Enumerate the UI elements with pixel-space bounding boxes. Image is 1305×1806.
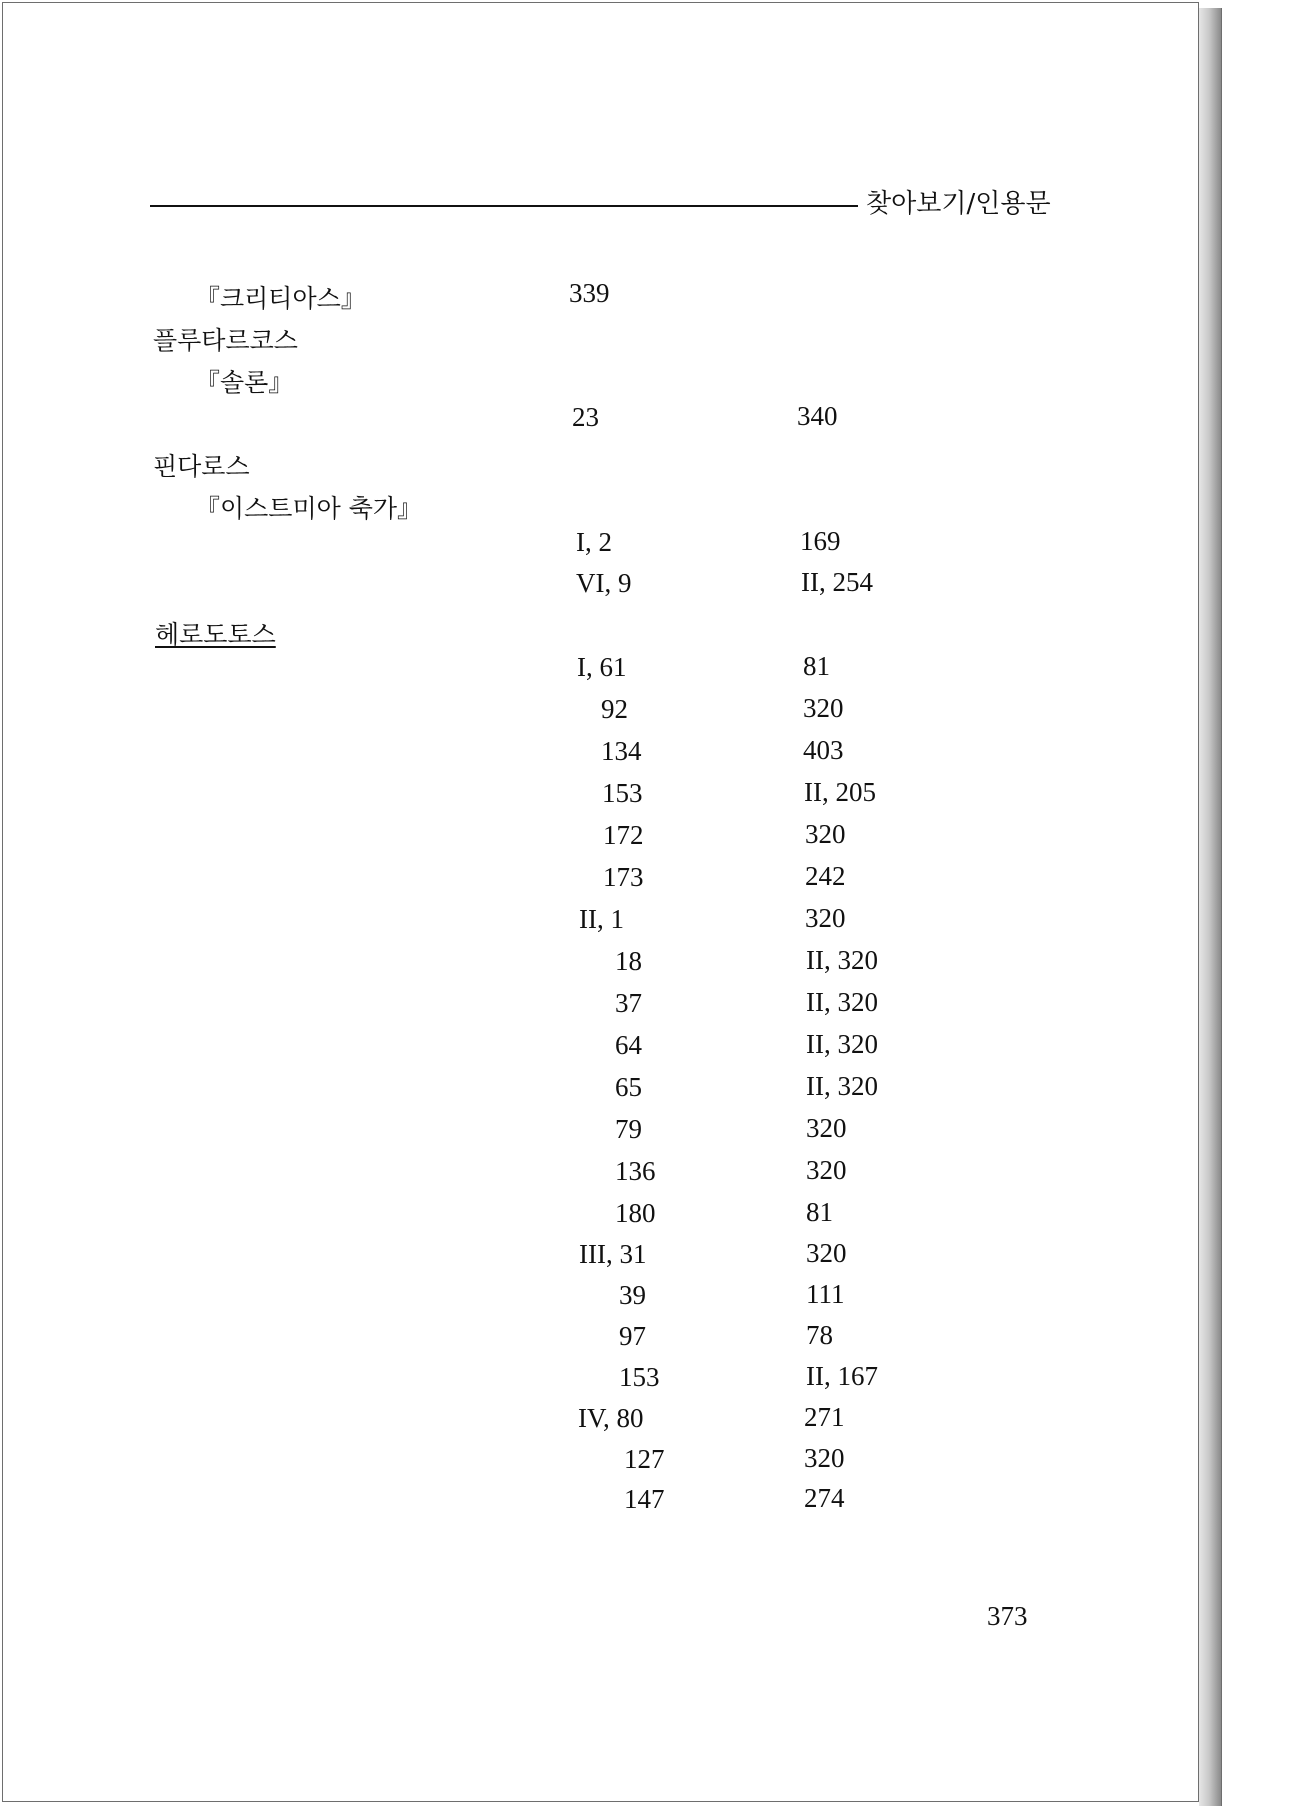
citation-ref: 339 bbox=[569, 278, 610, 308]
citation-ref: 64 bbox=[615, 1030, 642, 1060]
page-number: 373 bbox=[987, 1601, 1028, 1631]
citation-ref: 79 bbox=[615, 1114, 642, 1144]
citation-ref: 65 bbox=[615, 1072, 642, 1102]
citation-ref: 127 bbox=[624, 1444, 665, 1474]
citation-ref: 147 bbox=[624, 1484, 665, 1514]
citation-page: 81 bbox=[806, 1197, 833, 1227]
citation-page: 111 bbox=[806, 1279, 845, 1309]
citation-ref: 136 bbox=[615, 1156, 656, 1186]
citation-ref: 23 bbox=[572, 402, 599, 432]
author-pindar: 핀다로스 bbox=[153, 452, 250, 481]
work-title-critias: 『크리티아스』 bbox=[195, 284, 366, 313]
book-page bbox=[2, 2, 1199, 1802]
citation-page: 81 bbox=[803, 651, 830, 681]
citation-page: 340 bbox=[797, 401, 838, 431]
citation-ref: IV, 80 bbox=[578, 1403, 644, 1433]
header-rule bbox=[150, 205, 858, 207]
citation-page: II, 320 bbox=[806, 987, 878, 1017]
citation-ref: I, 61 bbox=[577, 652, 627, 682]
citation-ref: 173 bbox=[603, 862, 644, 892]
author-herodotus: 헤로도토스 bbox=[155, 620, 276, 649]
citation-ref: 39 bbox=[619, 1280, 646, 1310]
citation-ref: 97 bbox=[619, 1321, 646, 1351]
citation-ref: 180 bbox=[615, 1198, 656, 1228]
citation-page: II, 254 bbox=[801, 567, 873, 597]
work-title-isthmian-odes: 『이스트미아 축가』 bbox=[195, 494, 422, 523]
citation-ref: II, 1 bbox=[579, 904, 624, 934]
citation-page: 78 bbox=[806, 1320, 833, 1350]
citation-ref: 37 bbox=[615, 988, 642, 1018]
citation-page: 169 bbox=[800, 526, 841, 556]
page-edge-shadow bbox=[1199, 8, 1222, 1806]
citation-ref: 134 bbox=[601, 736, 642, 766]
citation-page: 320 bbox=[805, 903, 846, 933]
citation-ref: I, 2 bbox=[576, 527, 612, 557]
citation-ref: 153 bbox=[619, 1362, 660, 1392]
citation-ref: 153 bbox=[602, 778, 643, 808]
citation-page: 403 bbox=[803, 735, 844, 765]
citation-page: 320 bbox=[806, 1238, 847, 1268]
citation-ref: 172 bbox=[603, 820, 644, 850]
citation-page: 320 bbox=[803, 693, 844, 723]
citation-page: II, 320 bbox=[806, 1071, 878, 1101]
work-title-solon: 『솔론』 bbox=[195, 368, 294, 397]
author-plutarch: 플루타르코스 bbox=[153, 326, 298, 355]
citation-page: 320 bbox=[804, 1443, 845, 1473]
citation-page: II, 320 bbox=[806, 945, 878, 975]
citation-ref: 18 bbox=[615, 946, 642, 976]
citation-ref: VI, 9 bbox=[576, 568, 632, 598]
citation-ref: 92 bbox=[601, 694, 628, 724]
citation-page: 271 bbox=[804, 1402, 845, 1432]
citation-page: 320 bbox=[806, 1113, 847, 1143]
citation-page: II, 167 bbox=[806, 1361, 878, 1391]
citation-page: 242 bbox=[805, 861, 846, 891]
citation-page: 320 bbox=[805, 819, 846, 849]
citation-page: II, 320 bbox=[806, 1029, 878, 1059]
citation-page: II, 205 bbox=[804, 777, 876, 807]
citation-ref: III, 31 bbox=[579, 1239, 647, 1269]
citation-page: 320 bbox=[806, 1155, 847, 1185]
running-header-title: 찾아보기/인용문 bbox=[866, 189, 1051, 219]
citation-page: 274 bbox=[804, 1483, 845, 1513]
